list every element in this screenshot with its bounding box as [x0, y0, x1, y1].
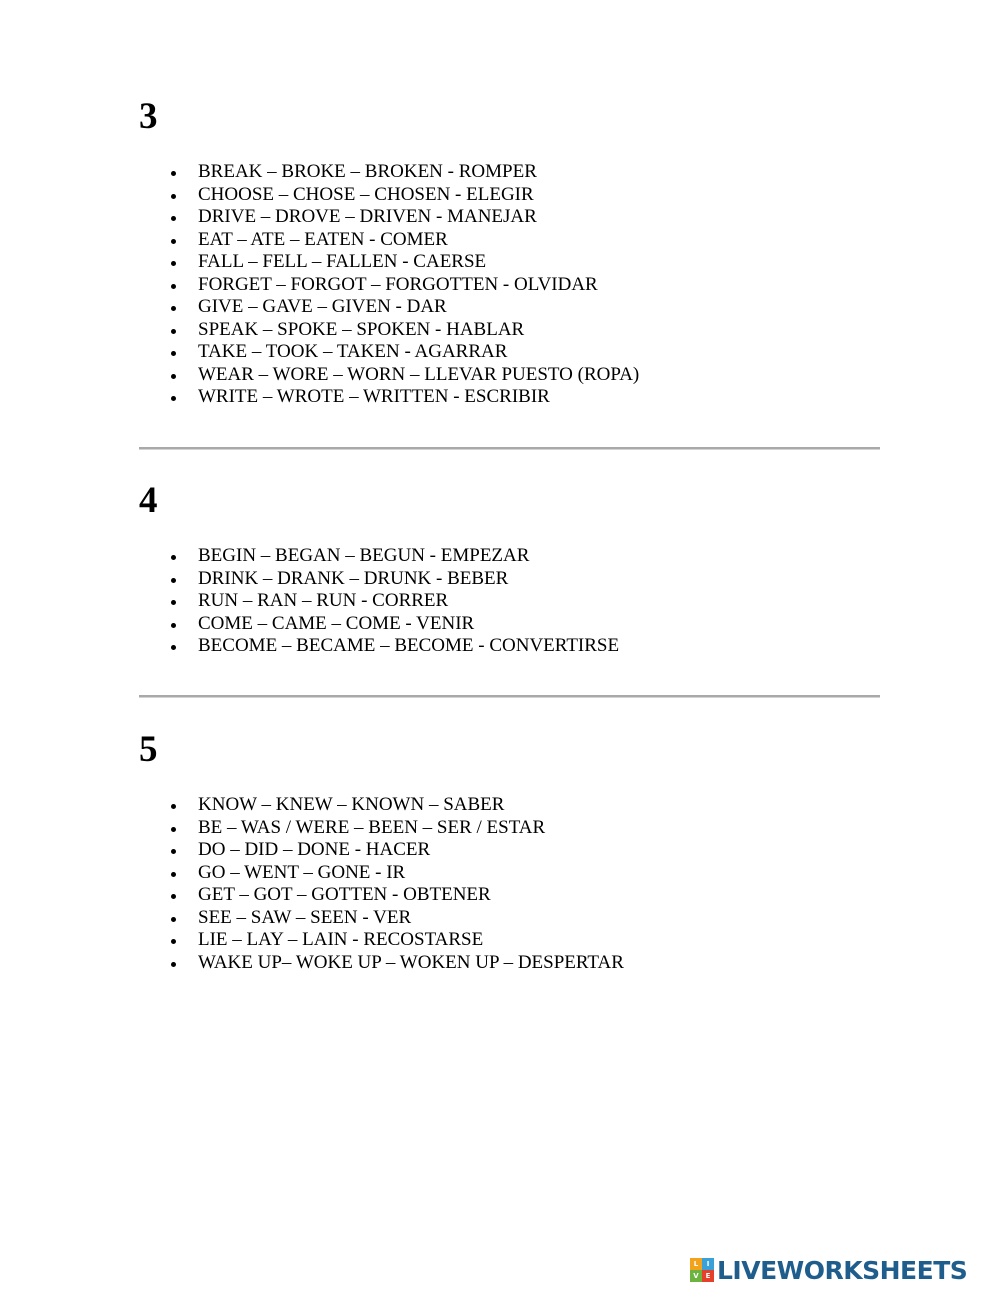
list-item: DO – DID – DONE - HACER: [139, 839, 624, 862]
verb-list: [139, 794, 624, 974]
logo-mark-i: I: [702, 1258, 714, 1270]
list-item: TAKE – TOOK – TAKEN - AGARRAR: [139, 341, 639, 364]
list-item: DRIVE – DROVE – DRIVEN - MANEJAR: [139, 206, 639, 229]
list-item: GET – GOT – GOTTEN - OBTENER: [139, 884, 624, 907]
section-number: 4: [139, 480, 158, 521]
list-item: FALL – FELL – FALLEN - CAERSE: [139, 251, 639, 274]
section-divider: [139, 695, 880, 698]
section-3: [139, 96, 880, 407]
list-item: WAKE UP– WOKE UP – WOKEN UP – DESPERTAR: [139, 952, 624, 975]
section-4: [139, 480, 880, 656]
logo-mark-e: E: [702, 1270, 714, 1282]
section-number: 5: [139, 729, 158, 770]
list-item: WEAR – WORE – WORN – LLEVAR PUESTO (ROPA): [139, 364, 639, 387]
section-number: 3: [139, 96, 158, 137]
list-item: BEGIN – BEGAN – BEGUN - EMPEZAR: [139, 545, 619, 568]
list-item: DRINK – DRANK – DRUNK - BEBER: [139, 568, 619, 591]
logo-mark-v: V: [690, 1270, 702, 1282]
list-item: FORGET – FORGOT – FORGOTTEN - OLVIDAR: [139, 274, 639, 297]
list-item: GO – WENT – GONE - IR: [139, 862, 624, 885]
list-item: LIE – LAY – LAIN - RECOSTARSE: [139, 929, 624, 952]
list-item: BE – WAS / WERE – BEEN – SER / ESTAR: [139, 817, 624, 840]
list-item: BREAK – BROKE – BROKEN - ROMPER: [139, 161, 639, 184]
list-item: BECOME – BECAME – BECOME - CONVERTIRSE: [139, 635, 619, 658]
list-item: COME – CAME – COME - VENIR: [139, 613, 619, 636]
list-item: GIVE – GAVE – GIVEN - DAR: [139, 296, 639, 319]
logo-mark-l: L: [690, 1258, 702, 1270]
list-item: WRITE – WROTE – WRITTEN - ESCRIBIR: [139, 386, 639, 409]
list-item: RUN – RAN – RUN - CORRER: [139, 590, 619, 613]
list-item: SPEAK – SPOKE – SPOKEN - HABLAR: [139, 319, 639, 342]
list-item: CHOOSE – CHOSE – CHOSEN - ELEGIR: [139, 184, 639, 207]
verb-list: [139, 545, 619, 658]
logo-text: LIVEWORKSHEETS: [717, 1255, 968, 1285]
list-item: KNOW – KNEW – KNOWN – SABER: [139, 794, 624, 817]
section-5: [139, 729, 880, 973]
verb-list: [139, 161, 639, 409]
liveworksheets-logo-icon: [690, 1258, 714, 1282]
list-item: SEE – SAW – SEEN - VER: [139, 907, 624, 930]
list-item: EAT – ATE – EATEN - COMER: [139, 229, 639, 252]
section-divider: [139, 447, 880, 450]
liveworksheets-logo[interactable]: [690, 1254, 967, 1286]
